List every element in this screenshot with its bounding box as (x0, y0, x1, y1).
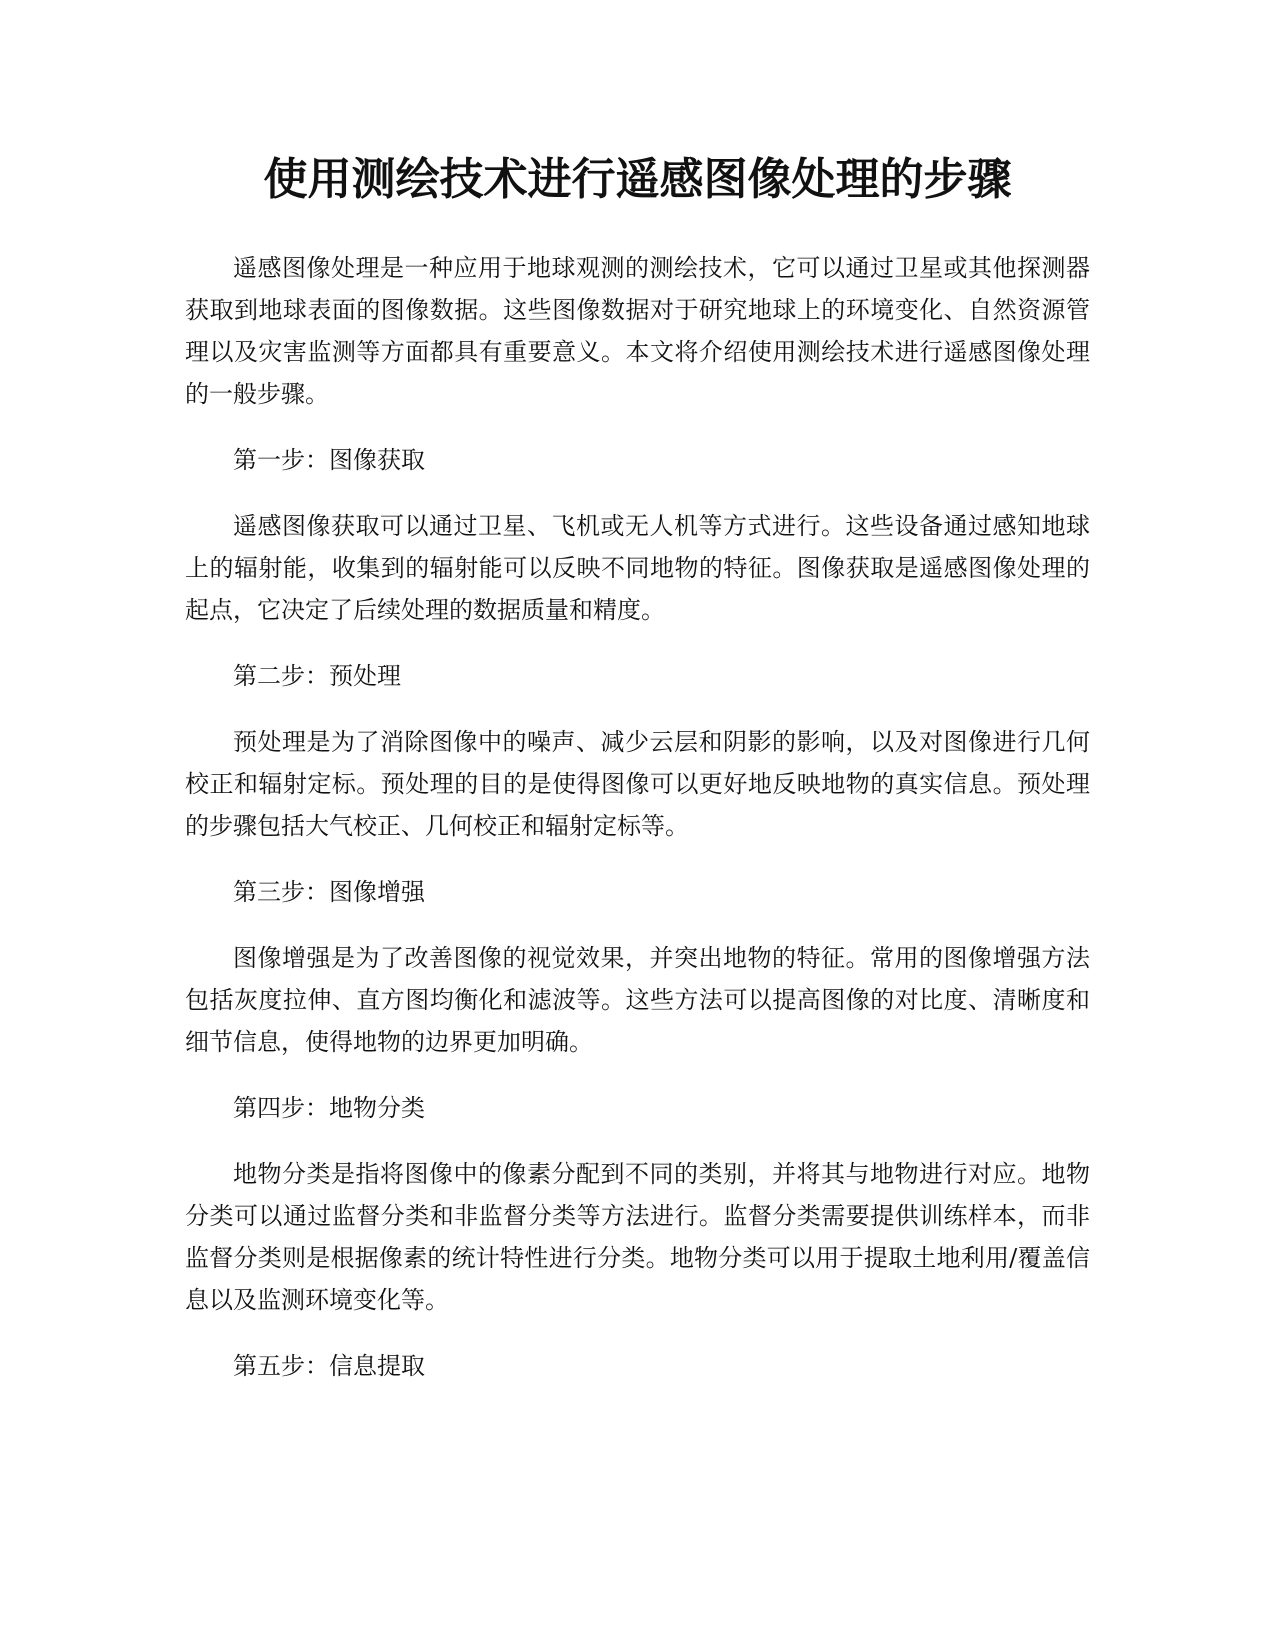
intro-paragraph: 遥感图像处理是一种应用于地球观测的测绘技术，它可以通过卫星或其他探测器获取到地球表面的图像数据。这些图像数据对于研究地球上的环境变化、自然资源管理以及灾害监测等方面都具有重要意义。本文将介绍使用测绘技术进行遥感图像处理的一般步骤。 (185, 254, 1090, 408)
step-1-heading: 第一步：图像获取 (233, 446, 425, 474)
step-2-heading: 第二步：预处理 (233, 662, 401, 690)
document-title: 使用测绘技术进行遥感图像处理的步骤 (263, 154, 1012, 205)
step-4-heading: 第四步：地物分类 (233, 1094, 425, 1122)
step-5-heading: 第五步：信息提取 (233, 1352, 425, 1380)
document-body (185, 247, 1090, 1387)
step-1-paragraph: 遥感图像获取可以通过卫星、飞机或无人机等方式进行。这些设备通过感知地球上的辐射能，收集到的辐射能可以反映不同地物的特征。图像获取是遥感图像处理的起点，它决定了后续处理的数据质量和精度。 (185, 512, 1090, 624)
step-3-paragraph: 图像增强是为了改善图像的视觉效果，并突出地物的特征。常用的图像增强方法包括灰度拉伸、直方图均衡化和滤波等。这些方法可以提高图像的对比度、清晰度和细节信息，使得地物的边界更加明确。 (185, 944, 1090, 1056)
step-2-paragraph: 预处理是为了消除图像中的噪声、减少云层和阴影的影响，以及对图像进行几何校正和辐射定标。预处理的目的是使得图像可以更好地反映地物的真实信息。预处理的步骤包括大气校正、几何校正和辐射定标等。 (185, 728, 1090, 840)
step-4-paragraph: 地物分类是指将图像中的像素分配到不同的类别，并将其与地物进行对应。地物分类可以通过监督分类和非监督分类等方法进行。监督分类需要提供训练样本，而非监督分类则是根据像素的统计特性进行分类。地物分类可以用于提取土地利用/覆盖信息以及监测环境变化等。 (185, 1160, 1090, 1314)
step-3-heading: 第三步：图像增强 (233, 878, 425, 906)
